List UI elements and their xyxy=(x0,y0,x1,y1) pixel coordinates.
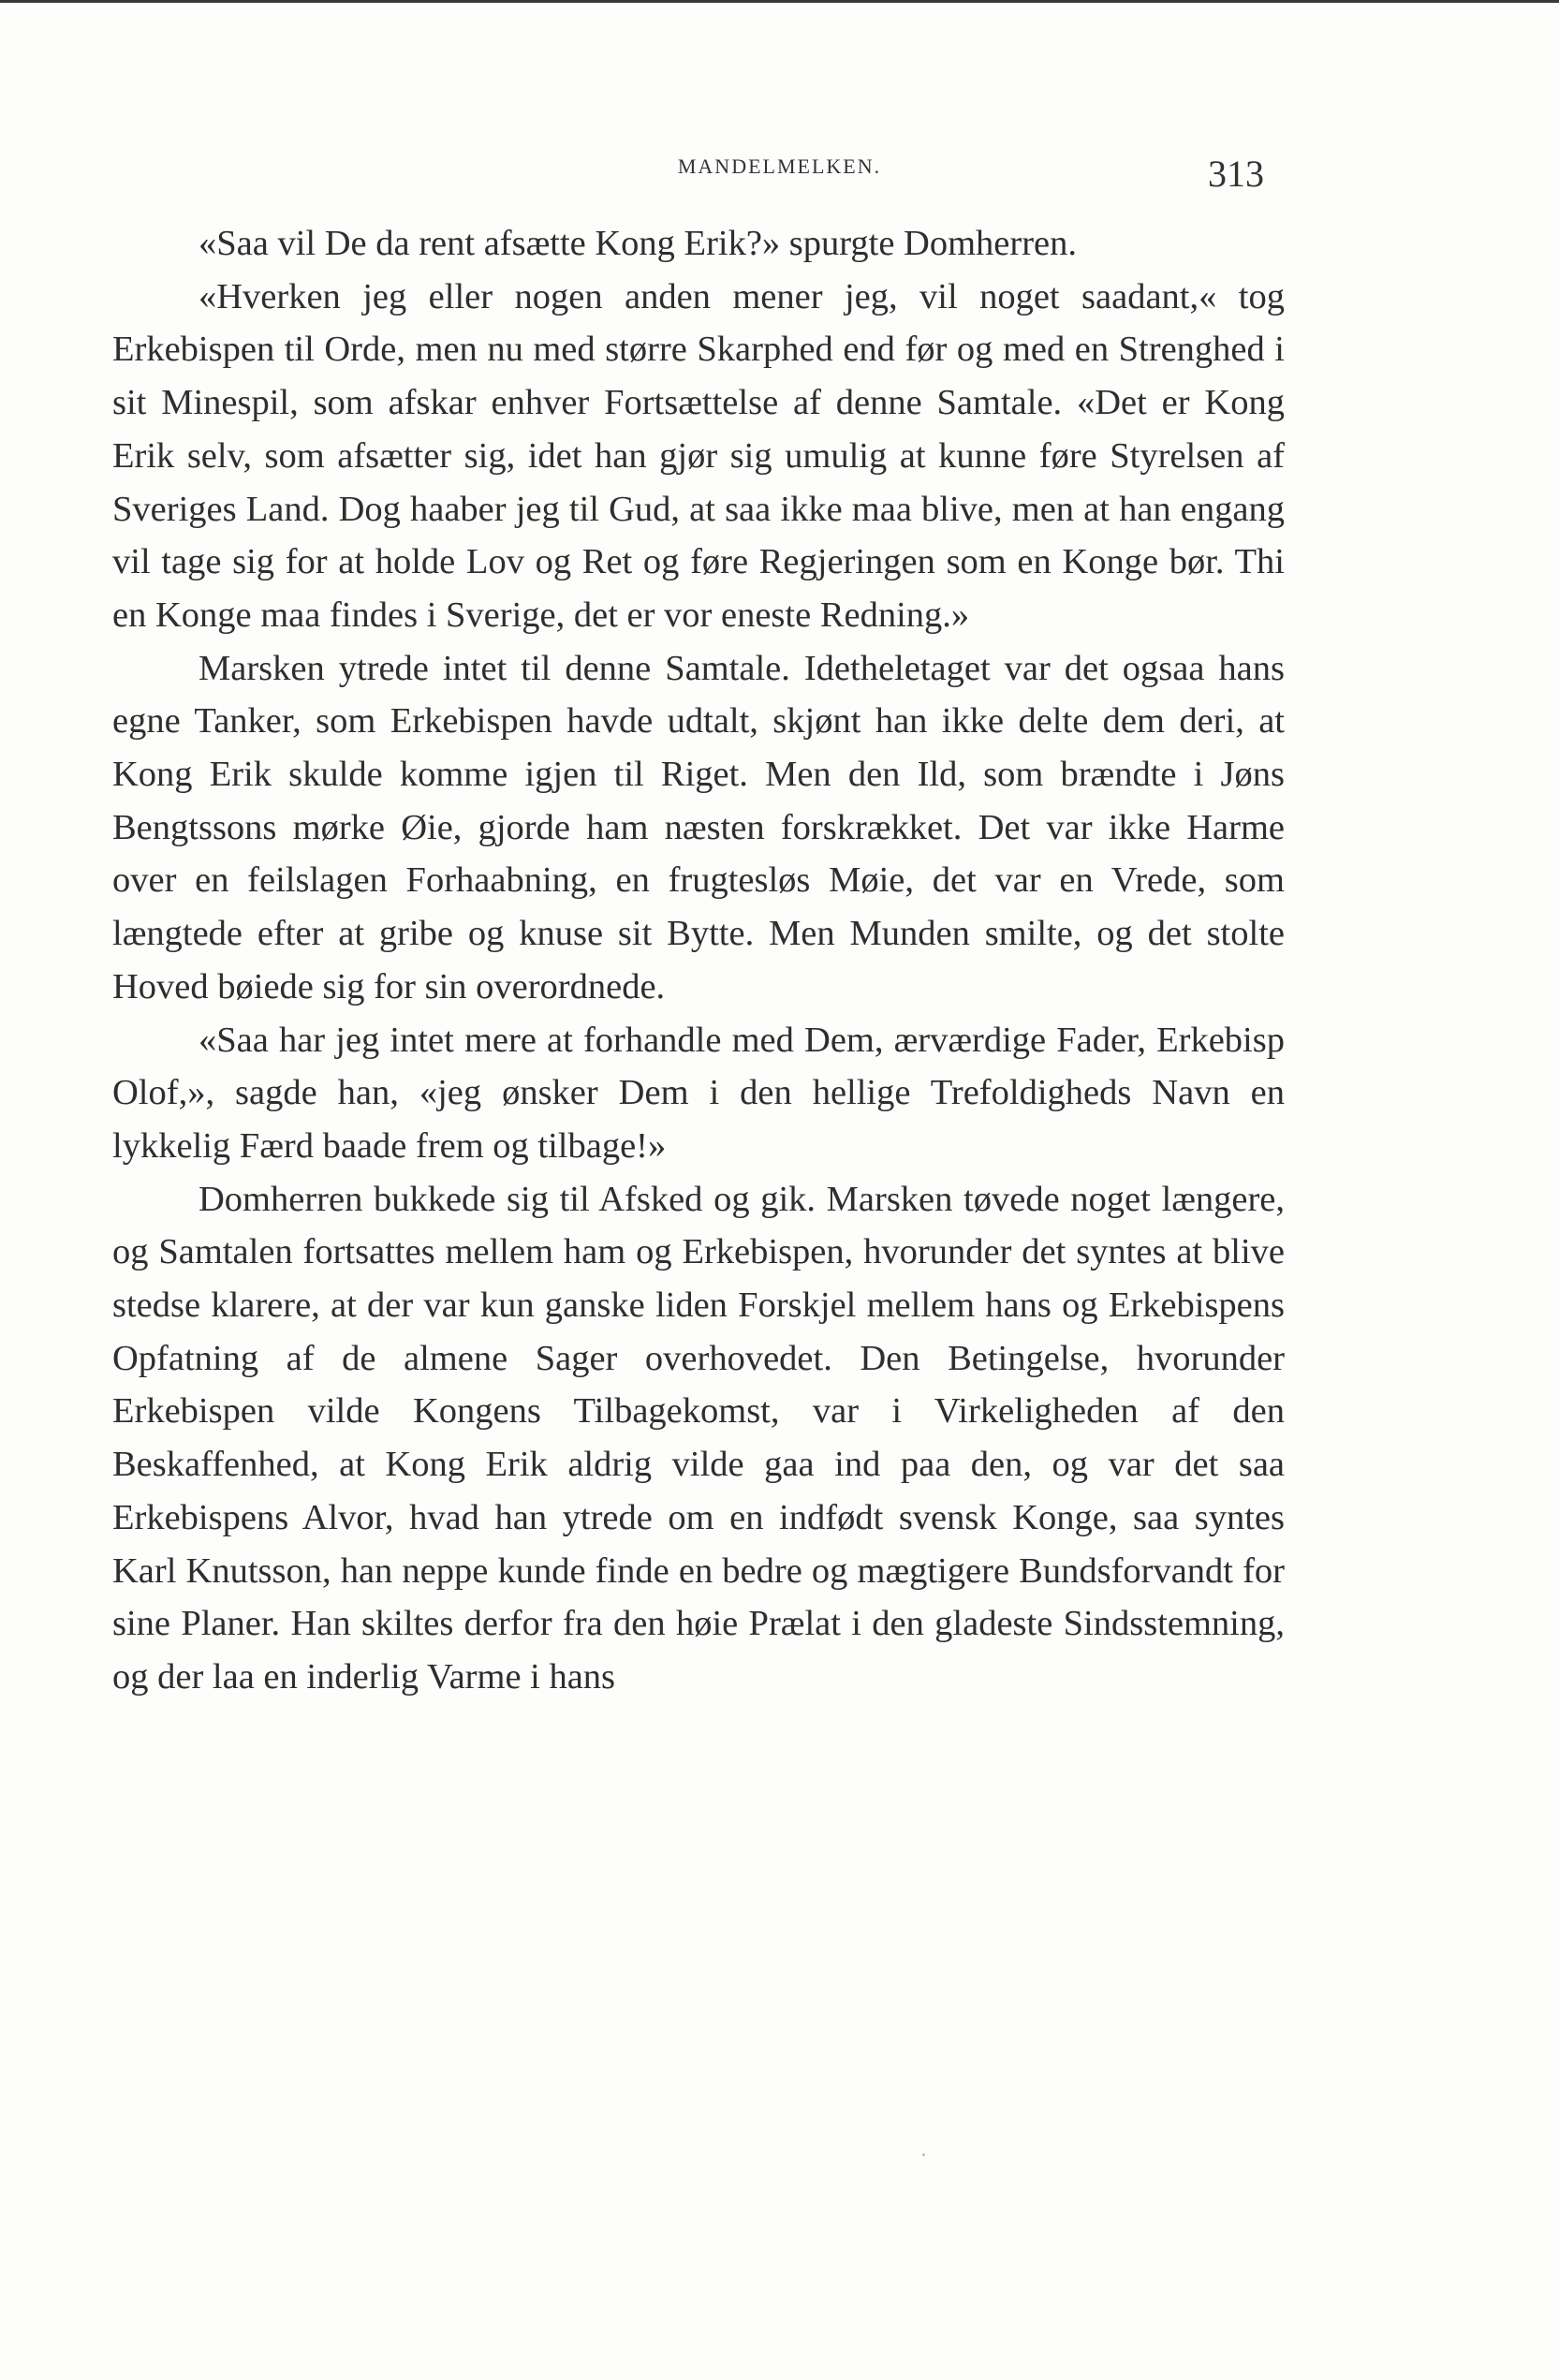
scan-top-edge xyxy=(0,0,1559,3)
paragraph: Marsken ytrede intet til denne Samtale. Idetheletaget var det ogsaa hans egne Tanker, som Erkebispen havde udtalt, skjønt han ikke delte dem deri, at Kong Erik skulde komme igjen til Riget. Men den Ild, som brændte i Jøns Bengtssons mørke Øie, gjorde ham næsten forskrækket. Det var ikke Harme over en feilslagen Forhaabning, en frugtesløs Møie, det var en Vrede, som længtede efter at gribe og knuse sit Bytte. Men Munden smilte, og det stolte Hoved bøiede sig for sin overordnede. xyxy=(112,648,1285,1006)
paragraph: «Saa vil De da rent afsætte Kong Erik?» spurgte Domherren. xyxy=(199,224,1078,263)
paragraph: «Hverken jeg eller nogen anden mener jeg, vil noget saadant,« tog Erkebispen til Orde, men nu med større Skarphed end før og med en Strenghed i sit Minespil, som afskar enhver Fortsættelse af denne Samtale. «Det er Kong Erik selv, som afsætter sig, idet han gjør sig umulig at kunne føre Styrelsen af Sveriges Land. Dog haaber jeg til Gud, at saa ikke maa blive, men at han engang vil tage sig for at holde Lov og Ret og føre Regjeringen som en Konge bør. Thi en Konge maa findes i Sverige, det er vor eneste Redning.» xyxy=(112,276,1285,635)
paper-speck xyxy=(922,2153,925,2156)
running-title: MANDELMELKEN. xyxy=(677,154,882,178)
paragraph: Domherren bukkede sig til Afsked og gik. Marsken tøvede noget længere, og Samtalen fortsattes mellem ham og Erkebispen, hvorunder det syntes at blive stedse klarere, at der var kun ganske liden Forskjel mellem hans og Erkebispens Opfatning af de almene Sager overhovedet. Den Betingelse, hvorunder Erkebispen vilde Kongens Tilbagekomst, var i Virkeligheden af den Beskaffenhed, at Kong Erik aldrig vilde gaa ind paa den, og var det saa Erkebispens Alvor, hvad han ytrede om en indfødt svensk Konge, saa syntes Karl Knutsson, han neppe kunde finde en bedre og mægtigere Bundsforvandt for sine Planer. Han skiltes derfor fra den høie Prælat i den gladeste Sindsstemning, og der laa en inderlig Varme i hans xyxy=(112,1179,1285,1697)
body-text xyxy=(112,217,1285,1704)
page-number: 313 xyxy=(1208,153,1264,195)
paragraph: «Saa har jeg intet mere at forhandle med Dem, ærværdige Fader, Erkebisp Olof,», sagde han, «jeg ønsker Dem i den hellige Trefoldigheds Navn en lykkelig Færd baade frem og tilbage!» xyxy=(112,1020,1285,1166)
